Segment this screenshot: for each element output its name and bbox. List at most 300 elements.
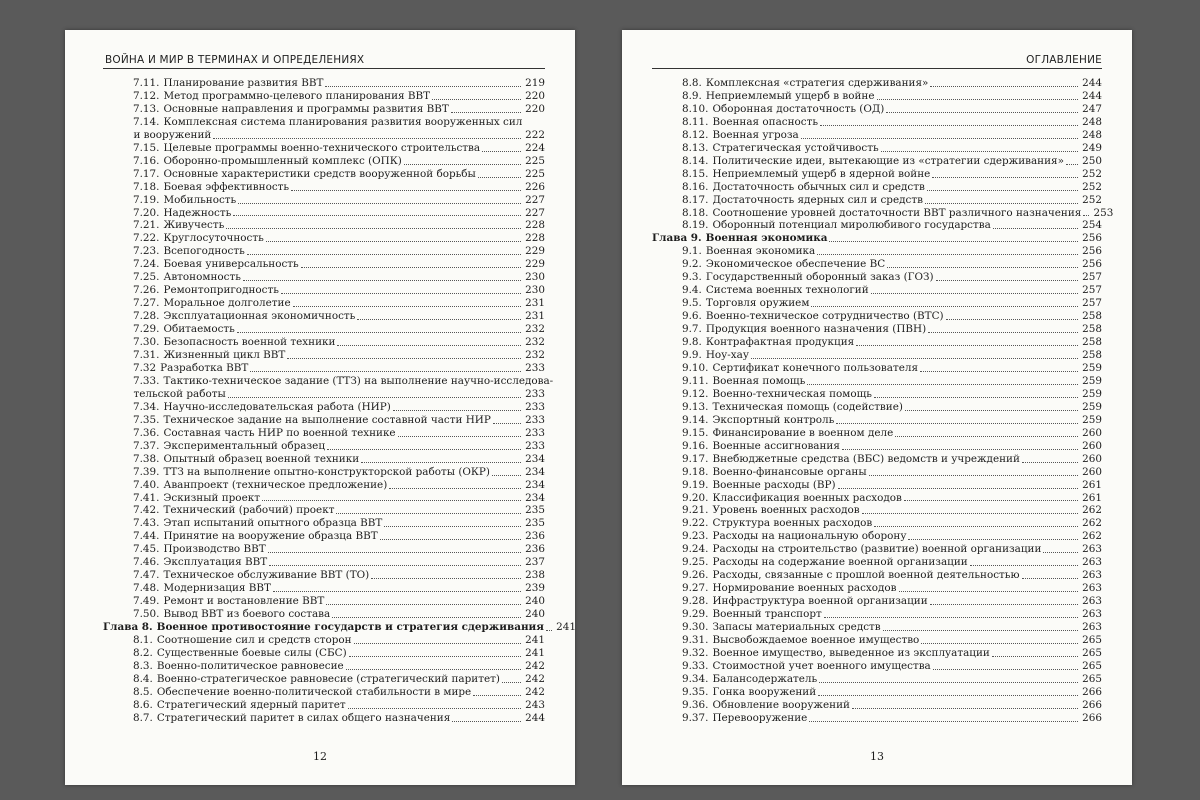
toc-entry-title: и вооружений: [133, 128, 212, 141]
toc-entry[interactable]: [103, 207, 545, 220]
toc-entry-number: 7.28.: [133, 310, 160, 323]
toc-entry-page: 232: [525, 323, 545, 336]
toc-entry[interactable]: [652, 647, 1102, 660]
toc-leader-dots: [862, 513, 1078, 514]
toc-entry[interactable]: [652, 375, 1102, 388]
toc-leader-dots: [213, 138, 521, 139]
toc-entry-number: 9.21.: [682, 504, 709, 517]
toc-entry-title: Военная опасность: [712, 115, 818, 128]
toc-entry[interactable]: [652, 77, 1102, 90]
page-number: 13: [870, 750, 884, 763]
toc-entry-page: 233: [525, 387, 545, 400]
toc-entry-number: 8.2.: [133, 646, 153, 659]
toc-entry-number: 9.32.: [682, 646, 709, 659]
toc-entry-page: 260: [1082, 452, 1102, 465]
toc-entry-title: Комплексная система планирования развития вооруженных сил: [163, 115, 523, 128]
toc-entry-title: Военное противостояние государств и стратегия сдерживания: [156, 621, 544, 634]
toc-entry-title: Достаточность обычных сил и средств: [712, 180, 925, 193]
toc-entry[interactable]: [652, 479, 1102, 492]
toc-entry-number: 8.1.: [133, 633, 153, 646]
toc-entry-number: 7.17.: [133, 167, 160, 180]
toc-entry[interactable]: [652, 673, 1102, 686]
toc-entry-number: 9.3.: [682, 271, 702, 284]
toc-leader-dots: [809, 721, 1078, 722]
toc-entry-title: Основные характеристики средств вооруженной борьбы: [163, 167, 476, 180]
toc-entry-title: Нормирование военных расходов: [712, 582, 897, 595]
toc-entry[interactable]: [652, 414, 1102, 427]
toc-entry-page: 231: [525, 310, 545, 323]
toc-leader-dots: [925, 203, 1078, 204]
toc-leader-dots: [546, 630, 552, 631]
toc-entry-page: 231: [525, 297, 545, 310]
left-page: [65, 30, 575, 785]
toc-entry[interactable]: [103, 284, 545, 297]
toc-leader-dots: [921, 643, 1078, 644]
toc-entry-title: Круглосуточность: [163, 232, 264, 245]
toc-leader-dots: [493, 423, 521, 424]
toc-entry[interactable]: [103, 440, 545, 453]
toc-entry-title: Моральное долголетие: [163, 297, 291, 310]
toc-entry-title: Разработка ВВТ: [160, 361, 249, 374]
toc-entry-title: Автономность: [163, 271, 241, 284]
toc-entry[interactable]: [103, 673, 545, 686]
toc-entry[interactable]: [103, 543, 545, 556]
toc-entry[interactable]: [652, 194, 1102, 207]
toc-entry[interactable]: [652, 206, 1114, 220]
toc-entry-page: 222: [525, 128, 545, 141]
toc-entry-number: 7.40.: [133, 478, 160, 491]
toc-entry-page: 236: [525, 530, 545, 543]
toc-entry-title: Эксплуатация ВВТ: [163, 556, 268, 569]
toc-entry-title: Ноу-хау: [705, 349, 749, 362]
toc-entry-title: Планирование развития ВВТ: [163, 77, 324, 89]
toc-entry-number: 7.34.: [133, 400, 160, 413]
toc-entry-page: 234: [525, 465, 545, 478]
toc-entry-page: 240: [525, 608, 545, 621]
toc-entry-title: Существенные боевые силы (СБС): [156, 646, 347, 659]
toc-entry-number: 9.28.: [682, 595, 709, 608]
toc-entry[interactable]: [103, 297, 545, 310]
toc-entry[interactable]: [652, 310, 1102, 323]
header-rule: [652, 68, 1102, 69]
toc-leader-dots: [332, 617, 521, 618]
toc-entry-page: 259: [1082, 413, 1102, 426]
toc-entry-title: Неприемлемый ущерб в войне: [705, 89, 875, 102]
toc-entry[interactable]: [652, 466, 1102, 479]
toc-entry[interactable]: [652, 129, 1102, 142]
toc-entry[interactable]: [103, 349, 545, 362]
toc-entry-number: 9.20.: [682, 491, 709, 504]
toc-entry[interactable]: [652, 453, 1102, 466]
toc-leader-dots: [266, 241, 521, 242]
toc-entry[interactable]: [103, 181, 545, 194]
toc-entry-number: 9.6.: [682, 310, 702, 323]
toc-entry[interactable]: [652, 297, 1102, 310]
toc-leader-dots: [492, 475, 521, 476]
toc-entry-number: 7.32: [133, 361, 157, 374]
toc-entry[interactable]: [103, 310, 545, 323]
toc-entry-title: Неприемлемый ущерб в ядерной войне: [712, 167, 931, 180]
toc-leader-dots: [869, 475, 1078, 476]
toc-entry-title: Стратегический паритет в силах общего назначения: [156, 711, 451, 724]
toc-entry-number: 9.17.: [682, 452, 709, 465]
toc-entry[interactable]: [103, 569, 545, 582]
toc-entry-number: 7.22.: [133, 232, 160, 245]
toc-entry[interactable]: [103, 129, 545, 142]
toc-entry[interactable]: [652, 556, 1102, 569]
toc-entry-page: 256: [1082, 245, 1102, 258]
toc-entry[interactable]: [103, 362, 545, 375]
toc-entry[interactable]: [103, 492, 545, 505]
toc-entry[interactable]: [103, 427, 545, 440]
toc-entry-page: 262: [1082, 504, 1102, 517]
toc-entry[interactable]: [103, 232, 545, 245]
toc-leader-dots: [237, 332, 521, 333]
toc-entry-page: 258: [1082, 310, 1102, 323]
toc-entry[interactable]: [103, 582, 545, 595]
toc-entry-title: Жизненный цикл ВВТ: [163, 349, 286, 362]
toc-entry-number: 9.11.: [682, 374, 709, 387]
toc-entry[interactable]: [652, 90, 1102, 103]
toc-entry[interactable]: [652, 258, 1102, 271]
toc-entry-number: 9.1.: [682, 245, 702, 258]
toc-entry[interactable]: [652, 517, 1102, 530]
toc-entry-number: 8.11.: [682, 115, 709, 128]
toc-entry-page: 219: [525, 77, 545, 89]
toc-leader-dots: [1022, 578, 1078, 579]
toc-leader-dots: [452, 721, 521, 722]
toc-entry-number: 9.22.: [682, 517, 709, 530]
toc-leader-dots: [348, 708, 521, 709]
toc-entry-number: 8.10.: [682, 102, 709, 115]
toc-entry-page: 234: [525, 452, 545, 465]
toc-leader-dots: [269, 565, 521, 566]
toc-entry[interactable]: [103, 504, 545, 517]
toc-leader-dots: [886, 112, 1078, 113]
toc-entry[interactable]: [652, 362, 1102, 375]
toc-entry-page: 257: [1082, 297, 1102, 310]
toc-entry[interactable]: [103, 647, 545, 660]
toc-entry-page: 265: [1082, 633, 1102, 646]
toc-entry-number: 8.13.: [682, 141, 709, 154]
toc-entry[interactable]: [652, 492, 1102, 505]
toc-entry[interactable]: [652, 388, 1102, 401]
toc-entry-number: 7.50.: [133, 608, 160, 621]
toc-entry[interactable]: [652, 530, 1102, 543]
toc-entry[interactable]: [103, 686, 545, 699]
toc-entry-title: Государственный оборонный заказ (ГОЗ): [705, 271, 934, 284]
toc-entry[interactable]: [103, 116, 545, 129]
toc-entry-title: Военно-политическое равновесие: [156, 659, 344, 672]
toc-entry[interactable]: [103, 660, 545, 673]
toc-entry[interactable]: [652, 595, 1102, 608]
toc-entry-page: 257: [1082, 284, 1102, 297]
running-head: ВОЙНА И МИР В ТЕРМИНАХ И ОПРЕДЕЛЕНИЯХ: [105, 54, 365, 66]
toc-entry[interactable]: [652, 504, 1102, 517]
toc-entry-title: Экономическое обеспечение ВС: [705, 258, 886, 271]
toc-entry-page: 224: [525, 141, 545, 154]
toc-entry[interactable]: [652, 440, 1102, 453]
toc-entry-page: 266: [1082, 685, 1102, 698]
toc-entry-title: Модернизация ВВТ: [163, 582, 271, 595]
toc-entry-page: 228: [525, 219, 545, 232]
toc-leader-dots: [1066, 164, 1078, 165]
toc-entry-page: 229: [525, 245, 545, 258]
toc-entry-number: 7.27.: [133, 297, 160, 310]
toc-entry-page: 225: [525, 154, 545, 167]
toc-leader-dots: [371, 578, 521, 579]
toc-entry-title: Эскизный проект: [163, 491, 260, 504]
toc-entry-title: Расходы, связанные с прошлой военной деятельностью: [712, 569, 1020, 582]
toc-entry-number: 7.41.: [133, 491, 160, 504]
toc-entry-title: Военно-стратегическое равновесие (стратегический паритет): [156, 672, 500, 685]
toc-entry[interactable]: [103, 517, 545, 530]
toc-entry-number: 8.4.: [133, 672, 153, 685]
toc-entry-title: Уровень военных расходов: [712, 504, 860, 517]
toc-entry-page: 240: [525, 595, 545, 608]
toc-entry-page: 262: [1082, 530, 1102, 543]
toc-list: [652, 77, 1114, 725]
toc-leader-dots: [817, 254, 1078, 255]
toc-entry[interactable]: [103, 388, 545, 401]
toc-entry-page: 244: [525, 711, 545, 724]
toc-entry-number: 8.18.: [682, 206, 709, 219]
toc-entry[interactable]: [103, 453, 545, 466]
toc-entry[interactable]: [652, 660, 1102, 673]
toc-entry[interactable]: [103, 219, 545, 232]
toc-entry-title: Экспортный контроль: [712, 413, 835, 426]
toc-entry-page: 263: [1082, 569, 1102, 582]
toc-entry[interactable]: [652, 155, 1102, 168]
toc-entry-number: 7.21.: [133, 219, 160, 232]
toc-leader-dots: [908, 539, 1078, 540]
toc-entry-title: Оборонная достаточность (ОД): [712, 102, 885, 115]
toc-leader-dots: [856, 345, 1078, 346]
toc-leader-dots: [928, 332, 1078, 333]
toc-entry-page: 248: [1082, 128, 1102, 141]
toc-entry-number: 8.5.: [133, 685, 153, 698]
toc-entry[interactable]: [103, 245, 545, 258]
toc-leader-dots: [226, 228, 521, 229]
toc-entry[interactable]: [652, 323, 1102, 336]
toc-entry[interactable]: [652, 686, 1102, 699]
toc-entry-page: 228: [525, 232, 545, 245]
toc-leader-dots: [933, 669, 1078, 670]
toc-chapter-entry[interactable]: [652, 232, 1102, 245]
toc-entry-title: Этап испытаний опытного образца ВВТ: [163, 517, 383, 530]
toc-entry-page: 233: [525, 361, 545, 374]
toc-entry[interactable]: [652, 181, 1102, 194]
toc-entry[interactable]: [652, 582, 1102, 595]
toc-entry-title: Внебюджетные средства (ВБС) ведомств и учреждений: [712, 452, 1020, 465]
toc-entry-page: 260: [1082, 426, 1102, 439]
toc-entry-title: Составная часть НИР по военной технике: [163, 426, 396, 439]
toc-entry-page: 256: [1082, 258, 1102, 271]
toc-entry[interactable]: [103, 466, 545, 479]
toc-leader-dots: [905, 410, 1078, 411]
toc-leader-dots: [877, 99, 1079, 100]
toc-entry-number: 7.14.: [133, 115, 160, 128]
toc-entry-number: Глава 8.: [103, 621, 153, 634]
toc-entry[interactable]: [103, 336, 545, 349]
toc-entry-number: 7.11.: [133, 77, 160, 89]
toc-entry[interactable]: [652, 401, 1102, 414]
toc-leader-dots: [930, 86, 1078, 87]
toc-entry-title: Военные ассигнования: [712, 439, 840, 452]
toc-entry[interactable]: [103, 271, 545, 284]
toc-leader-dots: [398, 436, 521, 437]
toc-leader-dots: [819, 682, 1078, 683]
toc-entry-number: 7.25.: [133, 271, 160, 284]
right-page: [622, 30, 1132, 785]
toc-entry-number: 7.46.: [133, 556, 160, 569]
toc-entry[interactable]: [652, 608, 1102, 621]
toc-entry[interactable]: [103, 699, 545, 712]
toc-entry[interactable]: [103, 194, 545, 207]
toc-leader-dots: [920, 371, 1078, 372]
toc-entry[interactable]: [652, 699, 1102, 712]
toc-entry[interactable]: [652, 427, 1102, 440]
toc-entry-page: 252: [1082, 167, 1102, 180]
toc-entry[interactable]: [652, 284, 1102, 297]
toc-entry-number: 7.36.: [133, 426, 160, 439]
toc-entry-page: 227: [525, 206, 545, 219]
toc-entry-number: 8.6.: [133, 698, 153, 711]
toc-entry-page: 259: [1082, 400, 1102, 413]
toc-entry-number: 8.15.: [682, 167, 709, 180]
toc-leader-dots: [238, 203, 521, 204]
toc-entry[interactable]: [652, 271, 1102, 284]
toc-entry-number: 9.9.: [682, 349, 702, 362]
toc-entry[interactable]: [652, 245, 1102, 258]
toc-entry[interactable]: [103, 530, 545, 543]
toc-entry[interactable]: [652, 116, 1102, 129]
toc-entry[interactable]: [103, 258, 545, 271]
toc-entry-number: 7.20.: [133, 206, 160, 219]
toc-entry[interactable]: [103, 155, 545, 168]
toc-leader-dots: [807, 384, 1078, 385]
toc-entry-number: 7.26.: [133, 284, 160, 297]
toc-entry[interactable]: [652, 103, 1102, 116]
toc-leader-dots: [1083, 215, 1089, 216]
toc-entry-number: 9.34.: [682, 672, 709, 685]
toc-entry-page: 242: [525, 685, 545, 698]
toc-entry-number: 7.37.: [133, 439, 160, 452]
toc-entry-number: 8.7.: [133, 711, 153, 724]
toc-leader-dots: [404, 164, 521, 165]
toc-entry-page: 263: [1082, 608, 1102, 621]
toc-entry-title: Военная экономика: [705, 245, 816, 258]
toc-entry-number: 9.10.: [682, 361, 709, 374]
toc-entry-title: Мобильность: [163, 193, 237, 206]
toc-leader-dots: [883, 630, 1078, 631]
toc-entry[interactable]: [103, 142, 545, 155]
toc-entry[interactable]: [103, 374, 554, 388]
toc-entry[interactable]: [652, 349, 1102, 362]
toc-entry-number: 7.12.: [133, 89, 160, 102]
toc-entry-title: Соотношение уровней достаточности ВВТ различного назначения: [712, 206, 1082, 219]
toc-entry-title: ТТЗ на выполнение опытно-конструкторской работы (ОКР): [163, 465, 490, 478]
toc-leader-dots: [233, 215, 521, 216]
toc-entry-number: 8.16.: [682, 180, 709, 193]
toc-leader-dots: [811, 306, 1078, 307]
toc-entry-title: Военная угроза: [712, 128, 799, 141]
page-number: 12: [313, 750, 327, 763]
toc-entry-page: 252: [1082, 193, 1102, 206]
toc-leader-dots: [291, 190, 521, 191]
toc-entry-page: 226: [525, 180, 545, 193]
toc-entry-page: 237: [525, 556, 545, 569]
toc-leader-dots: [250, 371, 521, 372]
toc-entry-number: 9.16.: [682, 439, 709, 452]
toc-entry[interactable]: [652, 634, 1102, 647]
toc-entry[interactable]: [103, 90, 545, 103]
toc-entry-number: 7.23.: [133, 245, 160, 258]
toc-entry[interactable]: [103, 556, 545, 569]
toc-entry[interactable]: [103, 77, 545, 90]
toc-leader-dots: [936, 280, 1078, 281]
toc-entry[interactable]: [103, 595, 545, 608]
toc-entry[interactable]: [652, 569, 1102, 582]
toc-entry-title: Обеспечение военно-политической стабильности в мире: [156, 685, 472, 698]
toc-entry[interactable]: [103, 634, 545, 647]
toc-entry[interactable]: [103, 608, 545, 621]
toc-entry-page: 244: [1082, 89, 1102, 102]
toc-entry-title: Надежность: [163, 206, 232, 219]
toc-leader-dots: [228, 397, 521, 398]
toc-leader-dots: [325, 86, 521, 87]
toc-entry-number: 8.12.: [682, 128, 709, 141]
toc-chapter-entry[interactable]: [103, 621, 576, 634]
toc-entry[interactable]: [652, 168, 1102, 181]
toc-entry-title: Технический (рабочий) проект: [163, 504, 335, 517]
toc-leader-dots: [970, 565, 1078, 566]
toc-entry-page: 244: [1082, 77, 1102, 89]
toc-entry-number: 7.31.: [133, 349, 160, 362]
toc-entry[interactable]: [103, 323, 545, 336]
toc-entry-page: 258: [1082, 336, 1102, 349]
toc-entry-title: Оборонно-промышленный комплекс (ОПК): [163, 154, 402, 167]
toc-entry[interactable]: [652, 219, 1102, 232]
toc-entry-page: 241: [556, 621, 576, 634]
toc-entry-title: Целевые программы военно-технического строительства: [163, 141, 481, 154]
toc-entry[interactable]: [103, 168, 545, 181]
toc-entry[interactable]: [652, 712, 1102, 725]
toc-entry[interactable]: [652, 621, 1102, 634]
toc-entry-title: Перевооружение: [712, 711, 808, 724]
toc-entry[interactable]: [652, 142, 1102, 155]
toc-entry[interactable]: [652, 336, 1102, 349]
toc-leader-dots: [852, 708, 1078, 709]
toc-entry[interactable]: [103, 103, 545, 116]
toc-entry[interactable]: [652, 543, 1102, 556]
toc-entry-number: 9.23.: [682, 530, 709, 543]
toc-entry-page: 233: [525, 413, 545, 426]
toc-entry-number: 9.13.: [682, 400, 709, 413]
toc-entry-page: 227: [525, 193, 545, 206]
toc-entry-page: 260: [1082, 439, 1102, 452]
toc-entry[interactable]: [103, 479, 545, 492]
toc-leader-dots: [1022, 462, 1078, 463]
toc-entry-title: Политические идеи, вытекающие из «стратегии сдерживания»: [712, 154, 1064, 167]
toc-entry-number: 8.9.: [682, 89, 702, 102]
toc-entry[interactable]: [103, 712, 545, 725]
toc-entry[interactable]: [103, 401, 545, 414]
toc-entry-number: 7.35.: [133, 413, 160, 426]
toc-entry[interactable]: [103, 414, 545, 427]
toc-entry-page: 253: [1093, 206, 1114, 219]
toc-leader-dots: [327, 449, 521, 450]
